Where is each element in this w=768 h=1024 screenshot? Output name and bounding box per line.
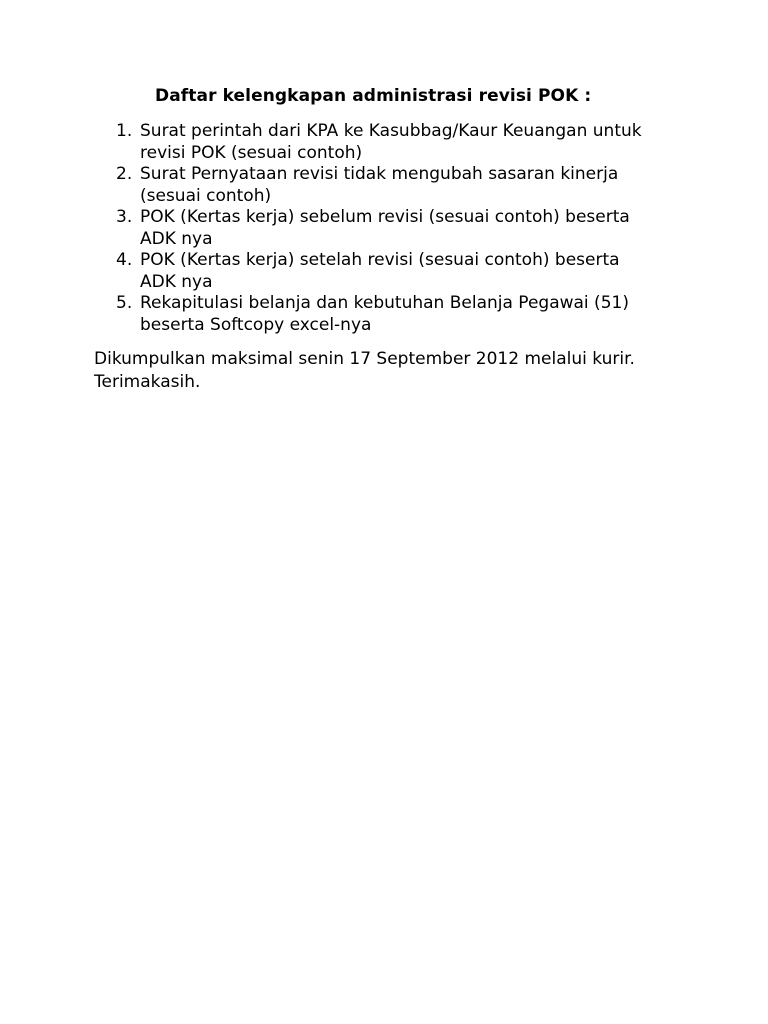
closing-text: Terimakasih. bbox=[94, 372, 201, 392]
item-text-line: POK (Kertas kerja) setelah revisi (sesuai contoh) beserta bbox=[140, 250, 620, 270]
list-item bbox=[110, 207, 710, 250]
list-item bbox=[110, 293, 710, 336]
submission-note bbox=[94, 348, 714, 394]
item-text-line: beserta Softcopy excel-nya bbox=[140, 314, 372, 335]
item-text-line: ADK nya bbox=[140, 271, 213, 292]
item-text-line: ADK nya bbox=[140, 228, 213, 249]
item-number: 4. bbox=[116, 250, 133, 270]
item-text-line: Surat Pernyataan revisi tidak mengubah sasaran kinerja bbox=[140, 164, 619, 184]
item-text-line: (sesuai contoh) bbox=[140, 185, 272, 206]
item-text-line: Rekapitulasi belanja dan kebutuhan Belanja Pegawai (51) bbox=[140, 293, 629, 313]
deadline-text: Dikumpulkan maksimal senin 17 September 2012 melalui kurir. bbox=[94, 349, 635, 369]
item-number: 3. bbox=[116, 207, 133, 227]
item-number: 1. bbox=[116, 121, 133, 141]
item-number: 5. bbox=[116, 293, 133, 313]
list-item bbox=[110, 164, 710, 207]
item-text-line: Surat perintah dari KPA ke Kasubbag/Kaur Keuangan untuk bbox=[140, 121, 642, 141]
list-item bbox=[110, 121, 710, 164]
document-title: Daftar kelengkapan administrasi revisi POK : bbox=[155, 86, 592, 106]
item-number: 2. bbox=[116, 164, 133, 184]
list-item bbox=[110, 250, 710, 293]
item-text-line: POK (Kertas kerja) sebelum revisi (sesuai contoh) beserta bbox=[140, 207, 630, 227]
item-text-line: revisi POK (sesuai contoh) bbox=[140, 142, 363, 163]
requirements-list bbox=[110, 121, 710, 336]
